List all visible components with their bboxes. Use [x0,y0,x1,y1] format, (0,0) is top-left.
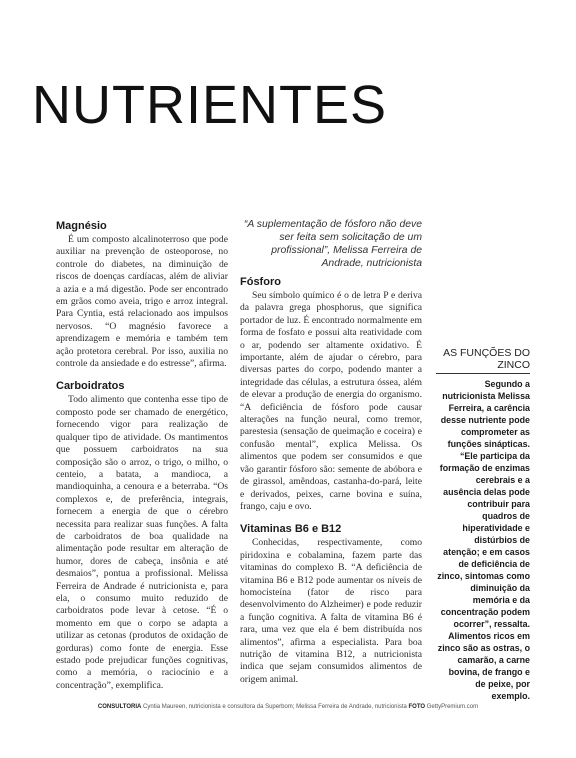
consultoria-label: CONSULTORIA [97,704,142,710]
fosforo-text: Seu símbolo químico é o de letra P e deriva da palavra grega phosphorus, que significa portador de luz. É encontrado normalmente em forma de fosfato e possui alta reatividade com o ar, podendo ser altamente oxidativo. É importante, além de ajudar o cérebro, para diversas partes do corpo, podendo manter a integridade das células, a estrutura óssea, além de elevar a produção de energia do organismo. “A deficiência de fósforo pode causar alterações na função neural, como tremor, parestesia (sensação de queimação e coceira) e confusão mental”, explica Melissa. Os alimentos que podem ser consumidos e que vão garantir fósforo são: semente de abóbora e de girassol, amêndoas, castanha-do-pará, leite e derivados, peixes, carne bovina e suína, frango, caju e ovo. [240,290,422,512]
carboidratos-text: Todo alimento que contenha esse tipo de composto pode ser chamado de energético, fornecendo vigor para realização de qualquer tipo de atividade. Os mantimentos que possuem carboidratos na sua composição são o arroz, o trigo, o milho, o centeio, a batata, a mandioca, a mandioquinha, a cenoura e a beterraba. “Os complexos e, de preferência, integrais, fornecem a energia de que o cérebro necessita para realizar suas funções. A falta de carboidratos de boa qualidade na alimentação pode resultar em alteração de humor, dores de cabeça, insônia e até desmaios”, pontua a profissional. Melissa Ferreira de Andrade é nutricionista e, para ela, o consumo muito reduzido de carboidratos pode levar à cetose. “É o momento em que o corpo se adapta a utilizar as cetonas (produtos de oxidação de gorduras) como fonte de energia. Esse estado pode prejudicar funções cognitivas, como a memória, o raciocínio e a concentração”, exemplifica. [56,394,228,691]
zinco-sidebar [436,347,530,702]
vitaminas-heading: Vitaminas B6 e B12 [240,523,342,536]
credits-footer [0,704,576,710]
fosforo-heading: Fósforo [240,276,281,288]
sidebar-text: Segundo a nutricionista Melissa Ferreira, a carência desse nutriente pode comprometer as funções sinápticas. “Ele participa da formação de enzimas cerebrais e a ausência delas pode contribuir para quadros de hiperatividade e distúrbios de atenção; e em casos de deficiência de zinco, sintomas como diminuição da memória e da concentração podem ocorrer”, ressalta. Alimentos ricos em zinco são as ostras, o camarão, a carne bovina, de frango e de peixe, por exemplo. [437,379,530,701]
pull-quote: “A suplementação de fósforo não deve ser feita sem solicitação de um profissional”, Melissa Ferreira de Andrade, nutricionista [243,219,422,269]
left-column [56,220,228,692]
sidebar-title: AS FUNÇÕES DO ZINCO [436,347,530,374]
foto-label: FOTO [408,704,426,710]
page-title: NUTRIENTES [32,75,388,135]
magnesio-text: É um composto alcalinoterroso que pode auxiliar na prevenção de osteoporose, no controle do diabetes, na diminuição de riscos de doenças cardíacas, além de aliviar a azia e a má digestão. Pode ser encontrado em grãos como aveia, trigo e arroz integral. Para Cyntia, está relacionado aos impulsos nervosos. “O magnésio favorece a aprendizagem e memória e também tem ação protetora cerebral. Por isso, auxilia no controle da ansiedade e do estresse”, afirma. [56,234,228,370]
carboidratos-heading: Carboidratos [56,380,125,393]
magnesio-heading: Magnésio [56,220,107,232]
consultoria-text: Cyntia Maureen, nutricionista e consultora da Superbom; Melissa Ferreira de Andrade, nutricionista [143,704,407,710]
vitaminas-text: Conhecidas, respectivamente, como piridoxina e cobalamina, fazem parte das vitaminas do complexo B. “A deficiência de vitamina B6 e B12 pode aumentar os níveis de homocisteína (fator de risco para desenvolvimento do Alzheimer) e pode reduzir a função cognitiva. A falta de vitamina B6 é rara, uma vez que ela é bem distribuída nos alimentos”, afirma a especialista. Para boa nutrição de vitamina B12, a nutricionista indica que sejam consumidos alimentos de origem animal. [240,537,422,685]
foto-text: GettyPremium.com [426,704,479,710]
middle-column [240,218,422,686]
